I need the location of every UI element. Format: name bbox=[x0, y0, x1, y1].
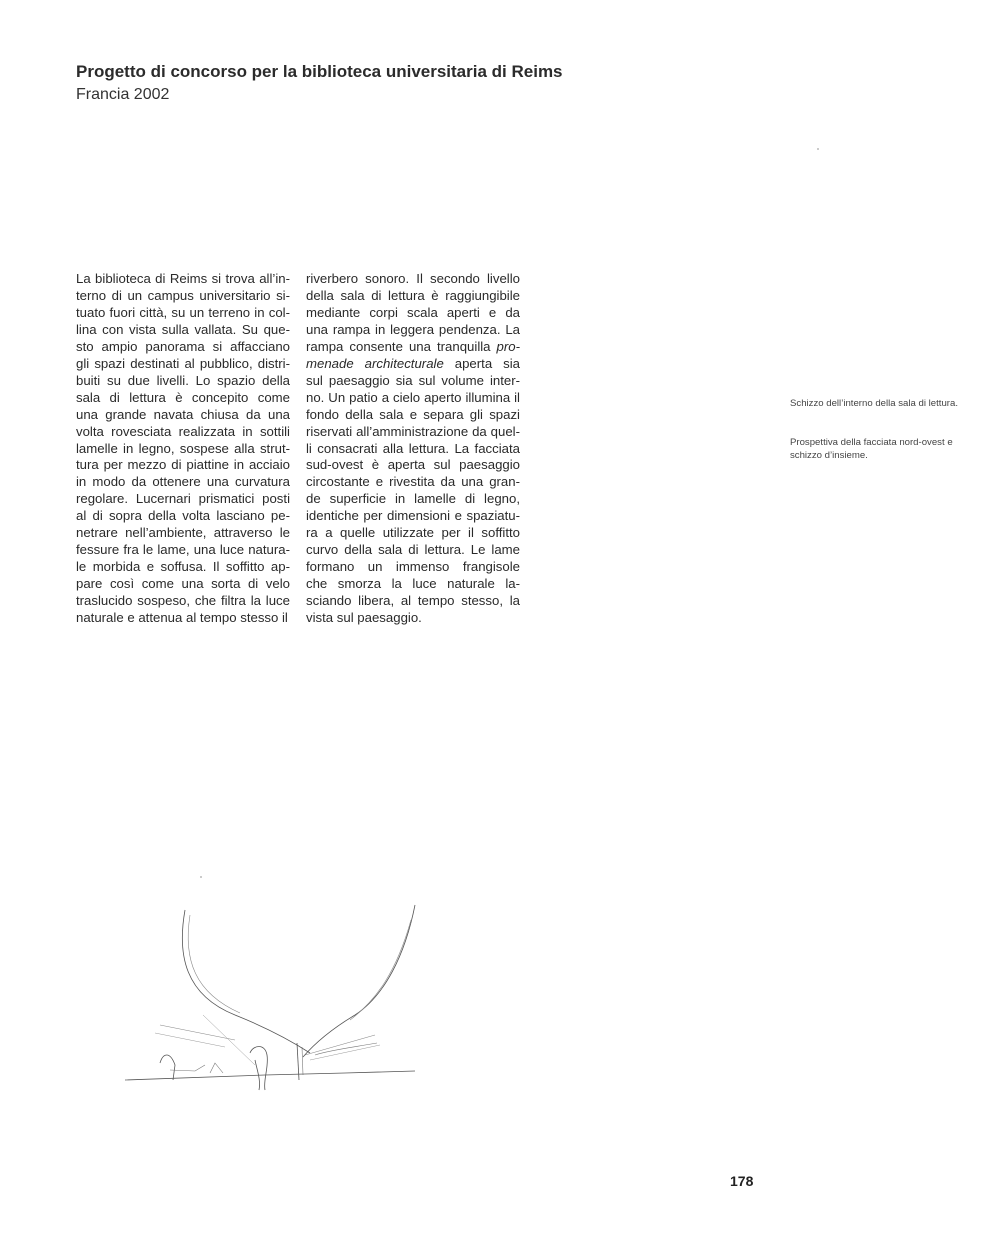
text-line: riverbero sonoro. Il secondo livello bbox=[306, 271, 520, 286]
text-line: volta rovesciata realizzata in sottili bbox=[76, 423, 290, 439]
text-line: ra a quelle utilizzate per il soffitto bbox=[306, 525, 520, 541]
text-line: li consacrati alla lettura. La facciata bbox=[306, 440, 520, 456]
page-number: 178 bbox=[730, 1173, 754, 1189]
italic-term: pro- bbox=[496, 338, 520, 354]
text-line: de superficie in lamelle di legno, bbox=[306, 491, 520, 507]
text-line: formano un immenso frangisole bbox=[306, 559, 520, 575]
text-line: una rampa in leggera pendenza. La bbox=[306, 321, 520, 337]
text-line: traslucido sospeso, che filtra la luce bbox=[76, 593, 290, 609]
text-line: no. Un patio a cielo aperto illumina il bbox=[306, 389, 520, 405]
text-line: La biblioteca di Reims si trova all’in- bbox=[76, 271, 290, 286]
text-line: riservati all’amministrazione da quel- bbox=[306, 423, 520, 439]
text-line: le morbida e soffusa. Il soffitto ap- bbox=[76, 559, 290, 575]
italic-term: menade architecturale bbox=[306, 355, 444, 371]
text-line: sud-ovest è aperta sul paesaggio bbox=[306, 457, 520, 473]
text-line: sto ampio panorama si affacciano bbox=[76, 338, 290, 354]
text-line: sciando libera, al tempo stesso, la bbox=[306, 593, 520, 609]
text-line: mediante corpi scala aperti e da bbox=[306, 304, 520, 320]
text-line: vista sul paesaggio. bbox=[306, 610, 422, 626]
text-line: gli spazi destinati al pubblico, distri- bbox=[76, 355, 290, 371]
text-line: naturale e attenua al tempo stesso il bbox=[76, 610, 288, 626]
text-fragment: rampa consente una tranquilla bbox=[306, 338, 497, 354]
speck bbox=[200, 876, 202, 878]
text-line: identiche per dimensioni e spaziatu- bbox=[306, 508, 520, 524]
body-column-2 bbox=[306, 271, 520, 627]
text-line: tuato fuori città, su un terreno in col- bbox=[76, 304, 290, 320]
body-column-2-paragraph bbox=[306, 271, 520, 627]
text-line: netrare nell’ambiente, attraverso le bbox=[76, 525, 290, 541]
text-line: terno di un campus universitario si- bbox=[76, 287, 290, 303]
text-line: regolare. Lucernari prismatici posti bbox=[76, 491, 290, 507]
text-line bbox=[306, 339, 520, 356]
text-line: fondo della sala e separa gli spazi bbox=[306, 406, 520, 422]
text-line: curvo della sala di lettura. Le lame bbox=[306, 542, 520, 558]
body-column-1 bbox=[76, 271, 290, 627]
text-line: sala di lettura è concepito come bbox=[76, 389, 290, 405]
text-lines-rest bbox=[306, 373, 520, 627]
text-line bbox=[306, 356, 520, 373]
text-line: pare così come una sorta di velo bbox=[76, 576, 290, 592]
text-line: tura per mezzo di piattine in acciaio bbox=[76, 457, 290, 473]
caption-interior-sketch: Schizzo dell’interno della sala di lettura. bbox=[790, 398, 958, 409]
text-line: fessure fra le lame, una luce natura- bbox=[76, 542, 290, 558]
body-column-1-paragraph bbox=[76, 271, 290, 627]
text-line: in modo da ottenere una curvatura bbox=[76, 474, 290, 490]
caption-facade-perspective: Prospettiva della facciata nord-ovest e schizzo d’insieme. bbox=[790, 437, 953, 461]
text-line: circostante e rivestita da una gran- bbox=[306, 474, 520, 490]
text-line: che smorza la luce naturale la- bbox=[306, 576, 520, 592]
text-line: al di sopra della volta lasciano pe- bbox=[76, 508, 290, 524]
text-line: della sala di lettura è raggiungibile bbox=[306, 287, 520, 303]
page-subtitle: Francia 2002 bbox=[76, 86, 170, 103]
text-line: lamelle in legno, sospese alla strut- bbox=[76, 440, 290, 456]
interior-sketch-image bbox=[115, 875, 435, 1135]
text-line: lina con vista sulla vallata. Su que- bbox=[76, 321, 290, 337]
text-line: una grande navata chiusa da una bbox=[76, 406, 290, 422]
text-line: sul paesaggio sia sul volume inter- bbox=[306, 372, 520, 388]
text-fragment: aperta sia bbox=[443, 355, 520, 371]
page-title: Progetto di concorso per la biblioteca universitaria di Reims bbox=[76, 62, 563, 81]
text-line: buiti su due livelli. Lo spazio della bbox=[76, 372, 290, 388]
speck bbox=[817, 148, 819, 150]
